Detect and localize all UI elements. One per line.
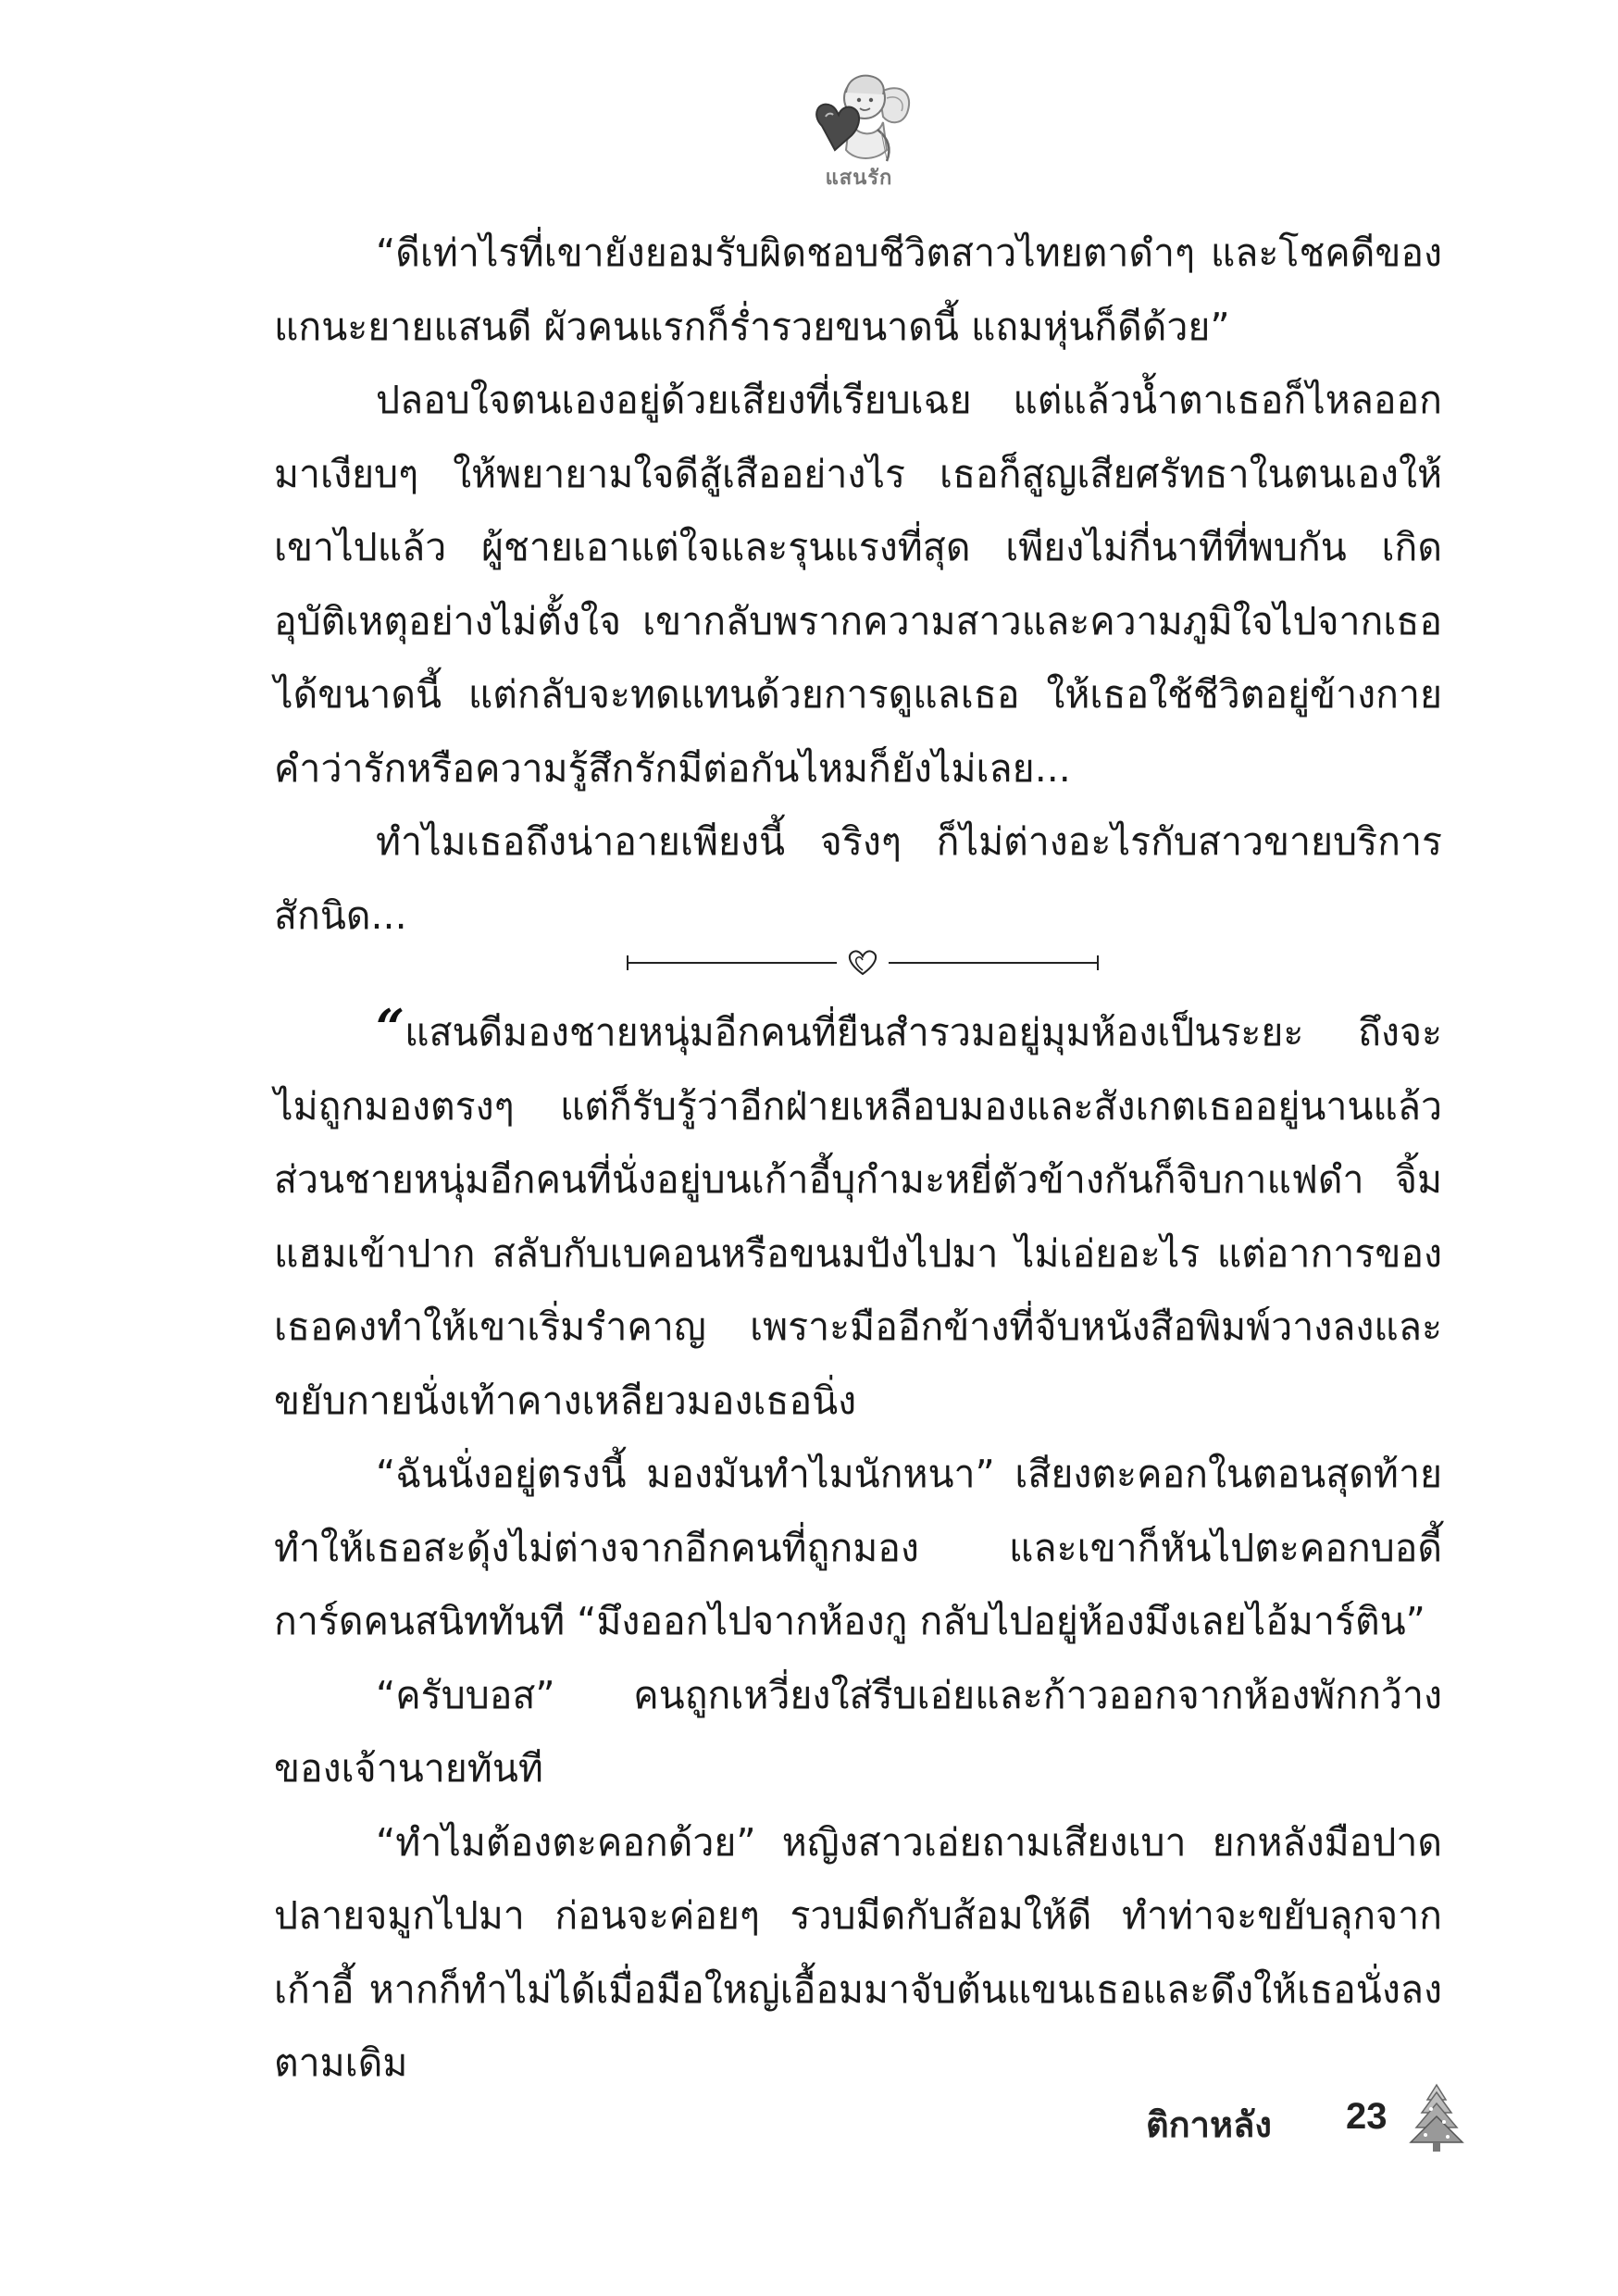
christmas-tree-icon	[1409, 2083, 1464, 2155]
section-divider	[626, 942, 1100, 983]
quote-dropcap: “	[376, 998, 405, 1057]
paragraph: “ทำไมต้องตะคอกด้วย” หญิงสาวเอ่ยถามเสียงเบา ยกหลังมือปาดปลายจมูกไปมา ก่อนจะค่อยๆ รวบมีดกับส้อมให้ดี ทำท่าจะขยับลุกจากเก้าอี้ หากก็ทำไม่ได้เมื่อมือใหญ่เอื้อมมาจับต้นแขนเธอและดึงให้เธอนั่งลงตามเดิม	[274, 1819, 1442, 2085]
opening-paragraph	[274, 996, 1442, 1438]
paragraph: “ครับบอส” คนถูกเหวี่ยงใส่รีบเอ่ยและก้าวออกจากห้องพักกว้างของเจ้านายทันที	[274, 1672, 1442, 1791]
page-number: 23	[1346, 2096, 1388, 2137]
header-logo	[798, 65, 920, 194]
heart-ornament-icon	[850, 951, 876, 974]
paragraph: ทำไมเธอถึงน่าอายเพียงนี้ จริงๆ ก็ไม่ต่างอะไรกับสาวขายบริการสักนิด...	[274, 819, 1442, 938]
paragraph: “ดีเท่าไรที่เขายังยอมรับผิดชอบชีวิตสาวไทยตาดำๆ และโชคดีของแกนะยายแสนดี ผัวคนแรกก็ร่ำรวยขนาดนี้ แถมหุ่นก็ดีด้วย”	[274, 231, 1442, 349]
running-title: ติกาหลัง	[1146, 2104, 1272, 2145]
logo-text: แสนรัก	[825, 167, 893, 190]
top-text-block	[274, 217, 1442, 953]
paragraph: ปลอบใจตนเองอยู่ด้วยเสียงที่เรียบเฉย แต่แล้วน้ำตาเธอก็ไหลออกมาเงียบๆ ให้พยายามใจดีสู้เสืออย่างไร เธอก็สูญเสียศรัทธาในตนเองให้เขาไปแล้ว ผู้ชายเอาแต่ใจและรุนแรงที่สุด เพียงไม่กี่นาทีที่พบกัน เกิดอุบัติเหตุอย่างไม่ตั้งใจ เขากลับพรากความสาวและความภูมิใจไปจากเธอได้ขนาดนี้ แต่กลับจะทดแทนด้วยการดูแลเธอ ให้เธอใช้ชีวิตอยู่ข้างกายคำว่ารักหรือความรู้สึกรักมีต่อกันไหมก็ยังไม่เลย...	[274, 378, 1442, 791]
main-text-block	[274, 996, 1442, 2101]
page-footer	[1146, 2083, 1507, 2157]
paragraph: “ฉันนั่งอยู่ตรงนี้ มองมันทำไมนักหนา” เสียงตะคอกในตอนสุดท้ายทำให้เธอสะดุ้งไม่ต่างจากอีกคนที่ถูกมอง และเขาก็หันไปตะคอกบอดี้การ์ดคนสนิททันที “มึงออกไปจากห้องกู กลับไปอยู่ห้องมึงเลยไอ้มาร์ติน”	[274, 1452, 1442, 1643]
opening-paragraph-text: แสนดีมองชายหนุ่มอีกคนที่ยืนสำรวมอยู่มุมห้องเป็นระยะ ถึงจะไม่ถูกมองตรงๆ แต่ก็รับรู้ว่าอีกฝ่ายเหลือบมองและสังเกตเธออยู่นานแล้ว ส่วนชายหนุ่มอีกคนที่นั่งอยู่บนเก้าอี้บุกำมะหยี่ตัวข้างกันก็จิบกาแฟดำ จิ้มแฮมเข้าปาก สลับกับเบคอนหรือขนมปังไปมา ไม่เอ่ยอะไร แต่อาการของเธอคงทำให้เขาเริ่มรำคาญ เพราะมืออีกข้างที่จับหนังสือพิมพ์วางลงและขยับกายนั่งเท้าคางเหลียวมองเธอนิ่ง	[274, 1010, 1442, 1423]
